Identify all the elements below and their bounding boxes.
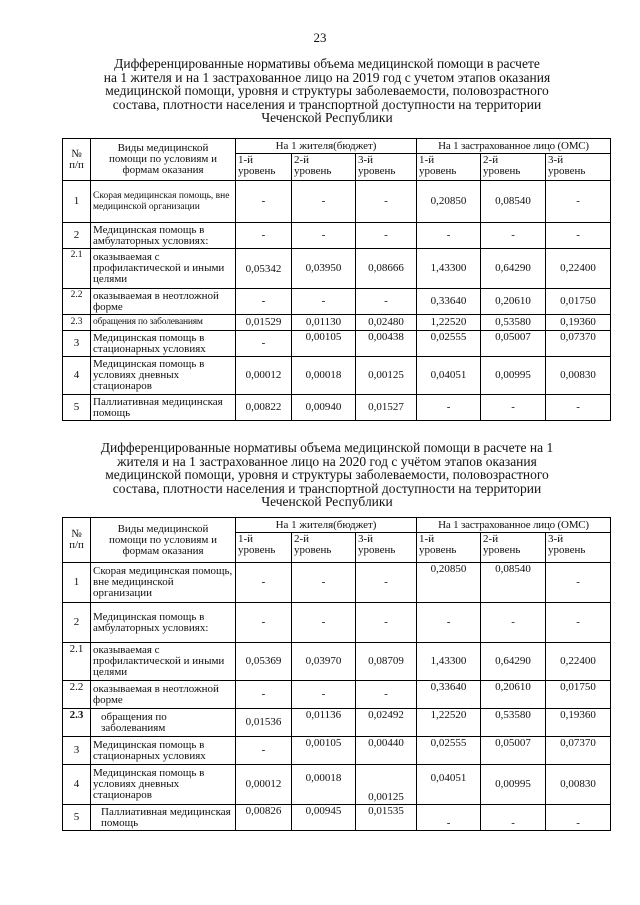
header-kind-line: Виды медицинской: [117, 522, 209, 535]
header-no: [63, 139, 91, 181]
row-name: Паллиативная медицинская помощь: [91, 395, 236, 421]
title-line: медицинской помощи, уровня и структуры заболеваемости, половозрастного: [105, 467, 549, 482]
row-number: 2.2: [63, 681, 91, 709]
row-value: 0,20610: [481, 289, 546, 315]
row-value: 0,22400: [546, 249, 611, 289]
row-name: оказываемая с профилактической и иными целями: [91, 249, 236, 289]
row-value: -: [236, 223, 292, 249]
header-level: 1-й уровень: [417, 533, 481, 563]
header-oms: На 1 застрахованное лицо (ОМС): [417, 518, 611, 533]
header-no-line: №: [71, 147, 82, 160]
row-name: Паллиативная медицинская помощь: [91, 805, 236, 831]
row-value: 0,08540: [481, 563, 546, 603]
row-value: -: [356, 289, 417, 315]
table-row: [63, 737, 611, 765]
row-value: 0,00940: [292, 395, 356, 421]
header-no-line: п/п: [69, 539, 84, 551]
row-value: 0,07370: [546, 737, 611, 765]
table-row: [63, 643, 611, 681]
row-number: 2.1: [63, 249, 91, 289]
row-name: Медицинская помощь в условиях дневных стационаров: [91, 357, 236, 395]
row-name: оказываемая в неотложной форме: [91, 289, 236, 315]
row-value: -: [356, 603, 417, 643]
row-value: 0,00995: [481, 357, 546, 395]
row-value: -: [356, 681, 417, 709]
row-value: -: [546, 395, 611, 421]
row-value: -: [236, 289, 292, 315]
row-value: 0,19360: [546, 315, 611, 331]
table-header-row: [63, 139, 611, 154]
row-number: 2.1: [63, 643, 91, 681]
row-value: 0,64290: [481, 643, 546, 681]
row-value: -: [417, 603, 481, 643]
row-value: 0,00830: [546, 765, 611, 805]
row-number: 2.3: [63, 709, 91, 737]
header-level: 2-й уровень: [481, 154, 546, 181]
header-no-line: №: [71, 528, 82, 540]
header-level: 3-й уровень: [356, 154, 417, 181]
table-row: [63, 181, 611, 223]
header-kind: [91, 518, 236, 563]
table-row: [63, 709, 611, 737]
row-value: 0,20850: [417, 181, 481, 223]
row-value: -: [292, 289, 356, 315]
title-line: состава, плотности населения и транспортной доступности на территории: [112, 96, 542, 112]
row-value: -: [236, 331, 292, 357]
row-name: Медицинская помощь в условиях дневных стационаров: [91, 765, 236, 805]
row-value: 0,00440: [356, 737, 417, 765]
row-value: 0,53580: [481, 709, 546, 737]
header-no-line: п/п: [69, 158, 84, 171]
row-value: 0,01535: [356, 805, 417, 831]
table-row: [63, 681, 611, 709]
row-value: 1,22520: [417, 315, 481, 331]
row-name: Медицинская помощь в амбулаторных условиях:: [91, 603, 236, 643]
row-value: 0,02555: [417, 737, 481, 765]
title-line: Дифференцированные нормативы объема медицинской помощи в расчете на 1: [100, 440, 554, 455]
row-value: 0,02555: [417, 331, 481, 357]
row-value: 0,08666: [356, 249, 417, 289]
row-value: 1,43300: [417, 643, 481, 681]
row-value: 0,03970: [292, 643, 356, 681]
row-value: -: [292, 603, 356, 643]
row-number: 3: [63, 737, 91, 765]
row-value: 0,05007: [481, 331, 546, 357]
table-row: [63, 603, 611, 643]
row-value: 0,02492: [356, 709, 417, 737]
header-kind-line: помощи по условиям и: [109, 533, 217, 546]
row-name: Скорая медицинская помощь, вне медицинской организации: [91, 563, 236, 603]
section-title-2019: [72, 57, 582, 125]
table-row: [63, 805, 611, 831]
header-budget: На 1 жителя(бюджет): [236, 518, 417, 533]
row-number: 4: [63, 357, 91, 395]
row-value: 0,00012: [236, 765, 292, 805]
row-number: 3: [63, 331, 91, 357]
row-value: 0,19360: [546, 709, 611, 737]
row-value: -: [356, 223, 417, 249]
section-title-2020: [72, 441, 582, 509]
table-header-row: [63, 518, 611, 533]
row-value: 0,01529: [236, 315, 292, 331]
row-value: -: [546, 563, 611, 603]
row-value: 0,00012: [236, 357, 292, 395]
title-line: состава, плотности населения и транспортной доступности на территории: [112, 480, 542, 496]
header-no: [63, 518, 91, 563]
row-number: 1: [63, 181, 91, 223]
table-row: [63, 315, 611, 331]
header-level: 3-й уровень: [546, 154, 611, 181]
row-value: 0,04051: [417, 765, 481, 805]
row-value: -: [417, 223, 481, 249]
row-value: -: [236, 181, 292, 223]
row-number: 1: [63, 563, 91, 603]
row-value: 1,22520: [417, 709, 481, 737]
row-value: 0,01136: [292, 709, 356, 737]
header-level: 1-й уровень: [236, 154, 292, 181]
row-value: -: [546, 805, 611, 831]
row-value: 0,00125: [356, 357, 417, 395]
row-value: -: [481, 223, 546, 249]
table-row: [63, 331, 611, 357]
row-value: -: [356, 181, 417, 223]
row-value: 1,43300: [417, 249, 481, 289]
row-value: -: [481, 805, 546, 831]
row-value: 0,00105: [292, 331, 356, 357]
row-value: 0,03950: [292, 249, 356, 289]
page-number: 23: [313, 30, 327, 45]
title-line: Чеченской Республики: [261, 110, 393, 125]
row-value: 0,00995: [481, 765, 546, 805]
row-value: 0,05369: [236, 643, 292, 681]
row-value: 0,53580: [481, 315, 546, 331]
row-value: 0,64290: [481, 249, 546, 289]
row-value: -: [236, 563, 292, 603]
row-number: 2: [63, 603, 91, 643]
row-name: обращения по заболеваниям: [91, 315, 236, 331]
row-value: 0,00438: [356, 331, 417, 357]
row-value: -: [292, 181, 356, 223]
row-value: -: [417, 805, 481, 831]
row-name: Скорая медицинская помощь, вне медицинской организации: [91, 181, 236, 223]
header-level: 3-й уровень: [546, 533, 611, 563]
row-value: -: [292, 563, 356, 603]
header-level: 1-й уровень: [417, 154, 481, 181]
header-budget: На 1 жителя(бюджет): [236, 139, 417, 154]
row-number: 2.3: [63, 315, 91, 331]
row-value: 0,00018: [292, 765, 356, 805]
title-line: жителя и на 1 застрахованное лицо на 2020 год с учётом этапов оказания: [117, 453, 537, 469]
header-kind-line: помощи по условиям и: [109, 153, 217, 165]
header-kind-line: Виды медицинской: [117, 142, 209, 154]
header-level: 2-й уровень: [292, 154, 356, 181]
row-value: 0,00945: [292, 805, 356, 831]
row-number: 4: [63, 765, 91, 805]
row-value: 0,01130: [292, 315, 356, 331]
header-level: 2-й уровень: [292, 533, 356, 563]
row-name: обращения по заболеваниям: [91, 709, 236, 737]
row-value: -: [481, 603, 546, 643]
row-value: -: [356, 563, 417, 603]
row-value: 0,00830: [546, 357, 611, 395]
row-value: 0,07370: [546, 331, 611, 357]
row-value: -: [236, 737, 292, 765]
table-row: [63, 765, 611, 805]
header-kind-line: формам оказания: [122, 164, 204, 176]
row-value: 0,00826: [236, 805, 292, 831]
row-name: оказываемая с профилактической и иными целями: [91, 643, 236, 681]
row-value: 0,01750: [546, 289, 611, 315]
row-value: -: [236, 603, 292, 643]
row-value: 0,33640: [417, 681, 481, 709]
row-value: 0,00125: [356, 765, 417, 805]
row-value: 0,05342: [236, 249, 292, 289]
row-value: -: [546, 603, 611, 643]
row-value: 0,33640: [417, 289, 481, 315]
row-number: 5: [63, 805, 91, 831]
header-oms: На 1 застрахованное лицо (ОМС): [417, 139, 611, 154]
row-value: 0,00822: [236, 395, 292, 421]
table-row: [63, 249, 611, 289]
row-value: -: [481, 395, 546, 421]
norms-table-2019: [62, 138, 611, 421]
header-level: 2-й уровень: [481, 533, 546, 563]
title-line: на 1 жителя и на 1 застрахованное лицо на 2019 год с учетом этапов оказания: [103, 69, 551, 85]
row-name: Медицинская помощь в амбулаторных условиях:: [91, 223, 236, 249]
row-value: 0,20850: [417, 563, 481, 603]
row-value: 0,00018: [292, 357, 356, 395]
norms-table-2020: [62, 517, 611, 831]
table-row: [63, 395, 611, 421]
table-row: [63, 223, 611, 249]
row-value: 0,20610: [481, 681, 546, 709]
row-value: -: [546, 181, 611, 223]
row-name: Медицинская помощь в стационарных условиях: [91, 331, 236, 357]
row-value: 0,08709: [356, 643, 417, 681]
table-row: [63, 357, 611, 395]
row-value: -: [236, 681, 292, 709]
row-value: -: [417, 395, 481, 421]
header-level: 1-й уровень: [236, 533, 292, 563]
row-value: 0,00105: [292, 737, 356, 765]
row-value: 0,02480: [356, 315, 417, 331]
row-number: 2.2: [63, 289, 91, 315]
row-name: оказываемая в неотложной форме: [91, 681, 236, 709]
header-kind-line: формам оказания: [122, 544, 204, 557]
table-row: [63, 289, 611, 315]
row-value: 0,08540: [481, 181, 546, 223]
row-value: 0,01750: [546, 681, 611, 709]
row-value: -: [292, 223, 356, 249]
row-value: -: [292, 681, 356, 709]
row-value: 0,22400: [546, 643, 611, 681]
row-value: -: [546, 223, 611, 249]
title-line: Дифференцированные нормативы объема медицинской помощи в расчете: [114, 56, 540, 71]
table-row: [63, 563, 611, 603]
row-value: 0,05007: [481, 737, 546, 765]
title-line: медицинской помощи, уровня и структуры заболеваемости, половозрастного: [105, 83, 549, 98]
row-value: 0,04051: [417, 357, 481, 395]
title-line: Чеченской Республики: [261, 494, 393, 509]
row-number: 2: [63, 223, 91, 249]
header-level: 3-й уровень: [356, 533, 417, 563]
header-kind: [91, 139, 236, 181]
row-value: 0,01527: [356, 395, 417, 421]
row-value: 0,01536: [236, 709, 292, 737]
row-name: Медицинская помощь в стационарных условиях: [91, 737, 236, 765]
row-number: 5: [63, 395, 91, 421]
